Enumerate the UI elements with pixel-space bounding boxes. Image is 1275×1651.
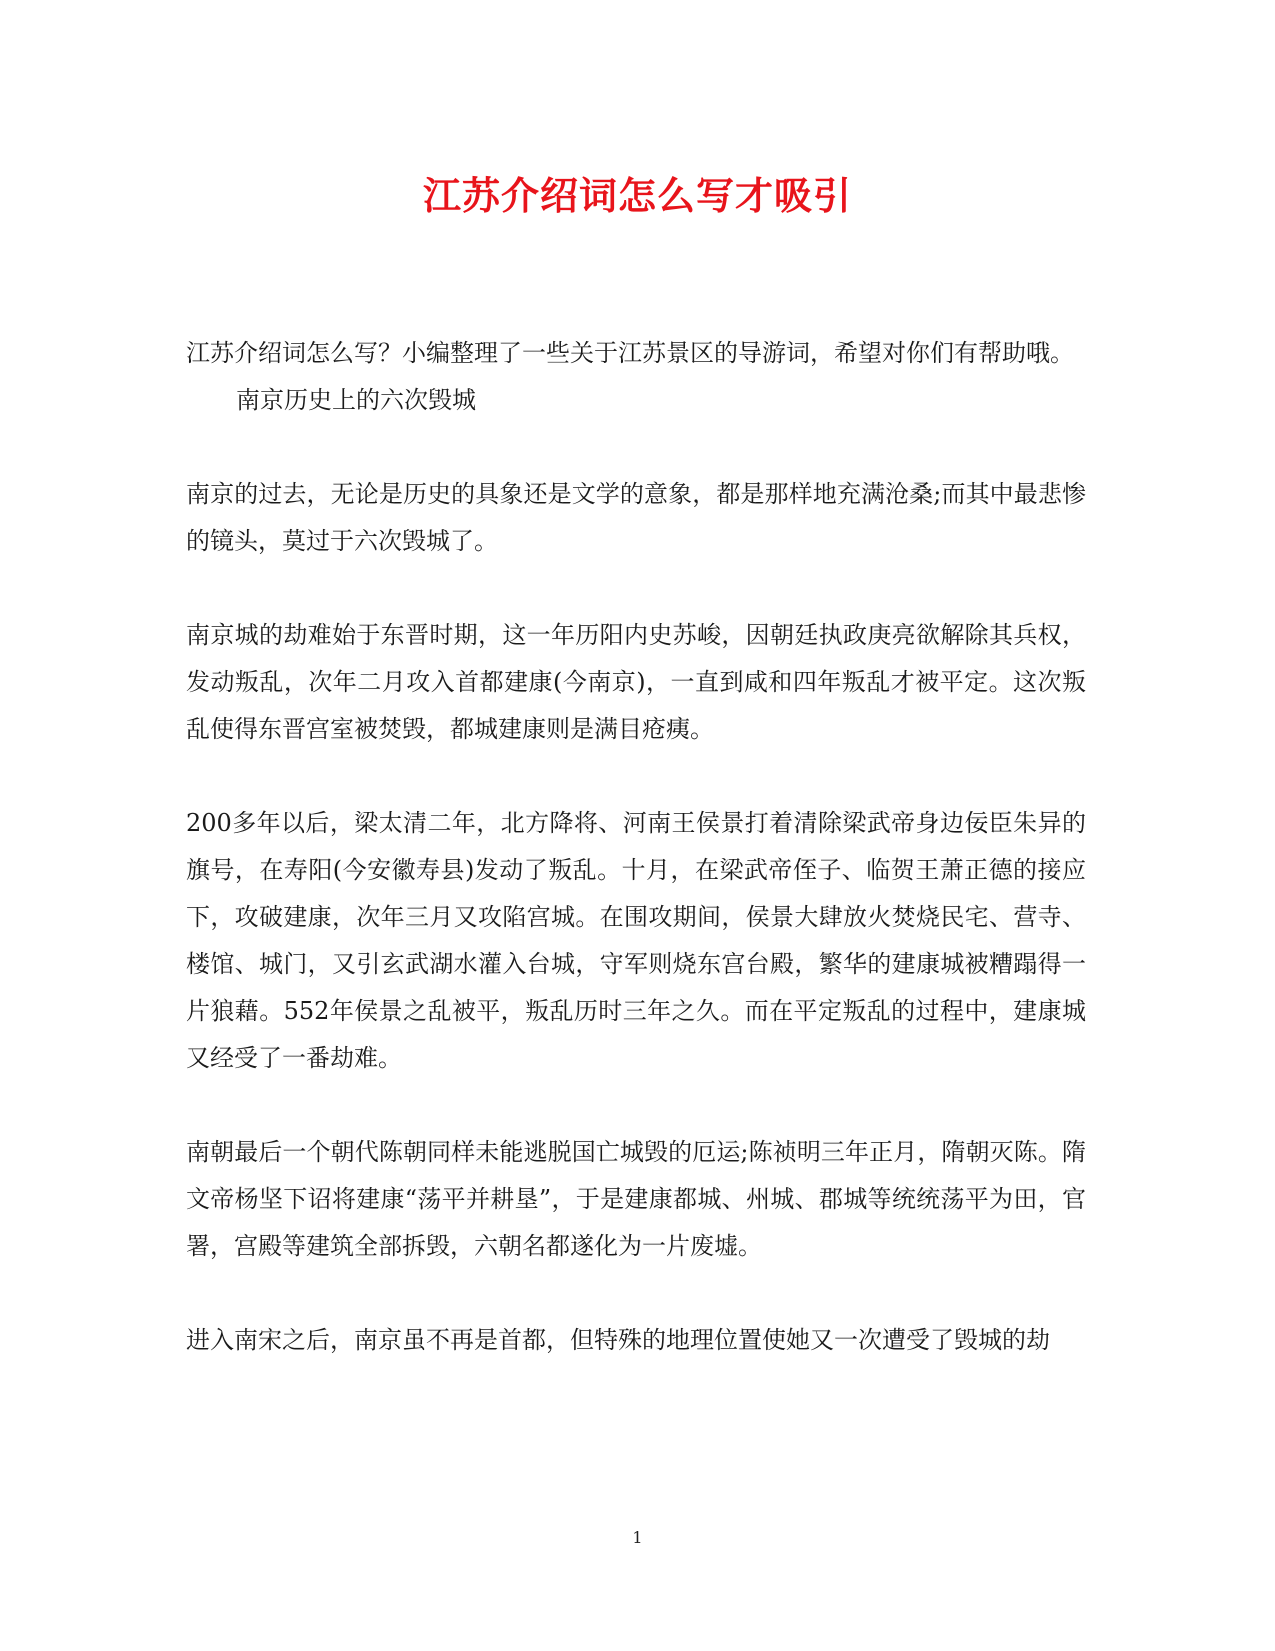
- paragraph-2: 南京城的劫难始于东晋时期，这一年历阳内史苏峻，因朝廷执政庚亮欲解除其兵权，发动叛乱，次年二月攻入首都建康(今南京)，一直到咸和四年叛乱才被平定。这次叛乱使得东晋宫室被焚毁，都城建康则是满目疮痍。: [186, 621, 1086, 743]
- paragraph-3: 200多年以后，梁太清二年，北方降将、河南王侯景打着清除梁武帝身边佞臣朱异的旗号，在寿阳(今安徽寿县)发动了叛乱。十月，在梁武帝侄子、临贺王萧正德的接应下，攻破建康，次年三月又攻陷宫城。在围攻期间，侯景大肆放火焚烧民宅、营寺、楼馆、城门，又引玄武湖水灌入台城，守军则烧东宫台殿，繁华的建康城被糟蹋得一片狼藉。552年侯景之乱被平，叛乱历时三年之久。而在平定叛乱的过程中，建康城又经受了一番劫难。: [186, 809, 1086, 1072]
- paragraph-gap: [186, 565, 1086, 612]
- section-subheading: 南京历史上的六次毁城: [236, 386, 476, 414]
- intro-paragraph: 江苏介绍词怎么写？小编整理了一些关于江苏景区的导游词，希望对你们有帮助哦。: [186, 339, 1074, 367]
- document-title: 江苏介绍词怎么写才吸引: [422, 173, 852, 218]
- paragraph-1: 南京的过去，无论是历史的具象还是文学的意象，都是那样地充满沧桑;而其中最悲惨的镜头，莫过于六次毁城了。: [186, 480, 1086, 555]
- document-body: [186, 330, 1086, 1364]
- paragraph-gap: [186, 1270, 1086, 1317]
- paragraph-4: 南朝最后一个朝代陈朝同样未能逃脱国亡城毁的厄运;陈祯明三年正月，隋朝灭陈。隋文帝杨坚下诏将建康“荡平并耕垦”，于是建康都城、州城、郡城等统统荡平为田，官署，宫殿等建筑全部拆毁，六朝名都遂化为一片废墟。: [186, 1138, 1086, 1260]
- paragraph-gap: [186, 1082, 1086, 1129]
- page-number: 1: [632, 1528, 643, 1547]
- paragraph-5: 进入南宋之后，南京虽不再是首都，但特殊的地理位置使她又一次遭受了毁城的劫: [186, 1326, 1050, 1354]
- paragraph-gap: [186, 424, 1086, 471]
- paragraph-gap: [186, 753, 1086, 800]
